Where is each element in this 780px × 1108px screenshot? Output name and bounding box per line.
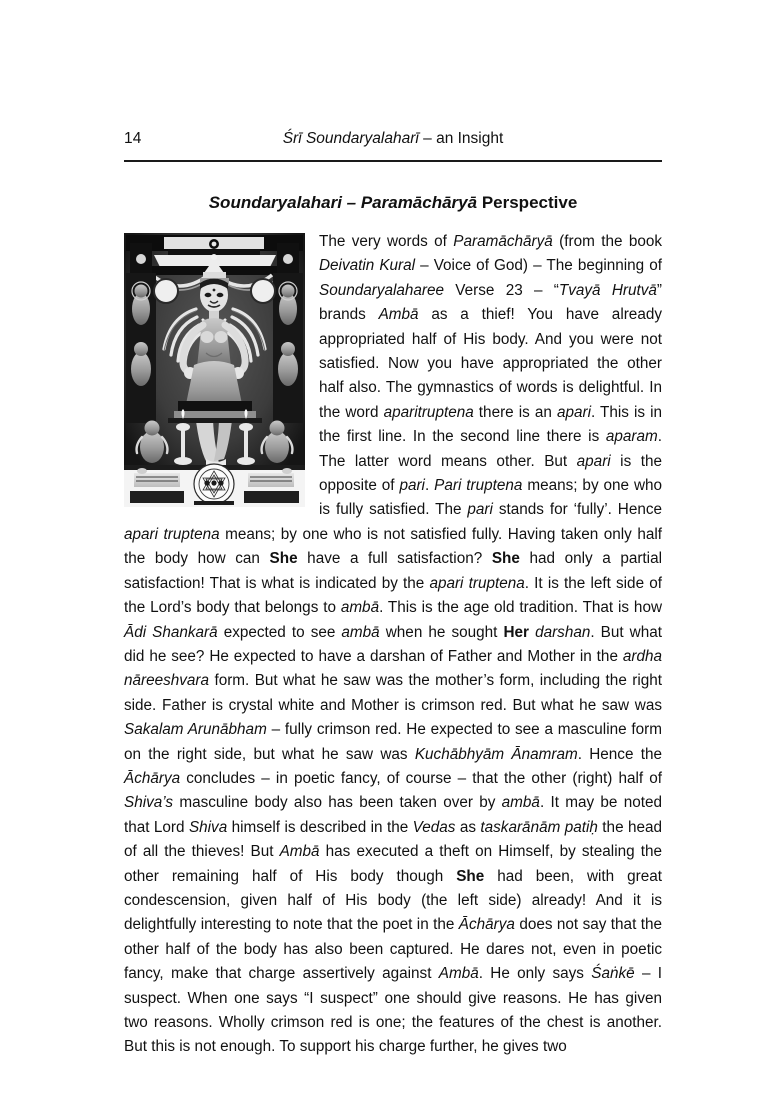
p2-run-12: masculine body also has been taken over by (173, 794, 502, 812)
p1-italic-11: Pari truptena (434, 477, 523, 495)
p1-italic-13: apari truptena (124, 525, 220, 543)
p2-italic-3: Ādi Shankarā (124, 623, 218, 641)
p1-italic-7: apari (556, 403, 591, 421)
p1-run-4: Verse 23 – “ (444, 281, 559, 299)
p2-italic-2: ambā (340, 599, 380, 617)
p2-run-2: . It is the left side of the Lord’s body that belongs to (124, 574, 662, 617)
p1-run-10: is the opposite of (319, 452, 662, 495)
p1-italic-9: apari (576, 452, 611, 470)
running-head-title-italic: Śrī Soundaryalaharī (282, 130, 419, 147)
p2-italic-8: Kuchābhyām Ānamram (414, 745, 578, 763)
section-title (124, 192, 662, 214)
p1-italic-2: Deivatin Kural (319, 257, 416, 275)
p2-run-10: . Hence the (577, 745, 663, 763)
p1-italic-4: Tvayā Hrutvā (558, 281, 657, 299)
section-title-roman: Perspective (477, 193, 578, 212)
page-content (124, 128, 662, 1060)
p1-italic-8: aparam (605, 428, 658, 446)
p2-run-17: has executed a theft on Himself, by stealing the other remaining half of His body though (124, 843, 662, 885)
section-title-italic: Soundaryalahari – Paramāchāryā (208, 193, 478, 212)
p2-run-4: expected to see (217, 623, 342, 641)
p1-run-9: . The latter word means other. But (319, 428, 662, 470)
p2-italic-1: apari truptena (429, 574, 525, 592)
p1-run-13: stands for ‘fully’. Hence (492, 501, 663, 519)
running-header (124, 128, 662, 158)
running-head-title (124, 128, 662, 150)
p2-italic-17: Ambā (438, 965, 479, 983)
p2-italic-13: Vedas (412, 818, 456, 836)
p2-run-1: had only a partial satisfaction! That is what is indicated by the (124, 550, 662, 592)
paragraph-1 (124, 230, 662, 1060)
p2-italic-5: darshan (535, 623, 591, 641)
p1-run-8: . This is in the first line. In the second line there is (319, 403, 663, 446)
p2-run-15: as (455, 818, 481, 836)
p2-italic-11: ambā (501, 794, 540, 812)
p2-run-9: – fully crimson red. He expected to see a masculine form on the right side, but what he saw was (124, 721, 662, 763)
p1-italic-3: Soundaryalaharee (319, 281, 445, 299)
p1-run-14: means; by one who is not satisfied fully. Having taken only half the body how can (124, 525, 662, 568)
p2-run-19: does not say that the other half of the body has also been captured. He dares not, even in poetic fancy, make that charge assertively against (124, 916, 662, 983)
p1-run-12: means; by one who is fully satisfied. The (319, 477, 663, 519)
p2-bold-2: Her (503, 623, 529, 641)
p2-italic-4: ambā (341, 623, 380, 641)
header-divider (124, 160, 662, 162)
p2-italic-10: Shiva’s (124, 794, 174, 812)
figure-devi-illustration (124, 233, 305, 507)
p2-italic-12: Shiva (188, 818, 228, 836)
page-number: 14 (124, 130, 142, 147)
p2-italic-18: Śaṅkē (591, 965, 635, 983)
p1-run-2: (from the book (552, 233, 663, 250)
p2-italic-7: Sakalam Arunābham (124, 721, 267, 739)
p1-italic-5: Ambā (378, 306, 419, 324)
p1-italic-6: aparitruptena (383, 403, 474, 421)
p2-italic-16: Āchārya (458, 916, 515, 934)
p1-bold-1: She (269, 550, 298, 568)
p2-italic-14: taskarānām patiḥ (480, 818, 598, 836)
running-head-title-roman: – an Insight (418, 130, 504, 147)
body-text (124, 230, 662, 1060)
p2-run-13: . It may be noted that Lord (124, 794, 662, 836)
p2-run-11: concludes – in poetic fancy, of course – that the other (right) half of (180, 769, 662, 787)
p2-run-5: when he sought (379, 623, 504, 641)
p2-run-14: himself is described in the (227, 818, 413, 836)
p2-run-18: had been, with great condescension, given half of His body (the left side) already! And it is delightfully interesting to note that the poet in the (124, 867, 663, 934)
p1-run-11: . (424, 477, 435, 495)
p1-italic-12: pari (467, 501, 493, 519)
p2-italic-9: Āchārya (124, 769, 181, 787)
p2-bold-1: She (491, 550, 520, 568)
p1-run-1: The very words of (319, 233, 454, 250)
p2-bold-3: She (456, 867, 485, 885)
p2-run-16: the head of all the thieves! But (124, 818, 663, 861)
p2-run-3: . This is the age old tradition. That is how (379, 599, 662, 617)
devi-illustration-svg (124, 233, 305, 507)
p1-run-6: as a thief! You have already appropriated half of His body. And you were not satisfied. Now you have appropriated the other half also. The gymnastics of words is delightful. In the word (319, 306, 662, 421)
p1-run-5: ” brands (319, 281, 662, 324)
p1-run-3: – Voice of God) – The beginning of (415, 257, 662, 275)
p2-run-7: . But what did he see? He expected to have a darshan of Father and Mother in the (124, 623, 662, 665)
p2-italic-15: Ambā (279, 843, 320, 861)
p2-run-21: – I suspect. When one says “I suspect” one should give reasons. He has given two reasons. Wholly crimson red is one; the features of the chest is another. But this is not enough. To support his charge further, he gives two (124, 965, 662, 1056)
p1-run-7: there is an (473, 403, 557, 421)
p2-italic-6: ardha nāreeshvara (124, 647, 662, 690)
p2-run-8: form. But what he saw was the mother’s form, including the right side. Father is crystal white and Mother is crimson red. But what he saw was (124, 672, 662, 714)
p1-run-15: have a full satisfaction? (297, 550, 492, 568)
p1-italic-1: Paramāchāryā (453, 233, 553, 250)
p2-run-20: . He only says (478, 965, 592, 983)
p1-italic-10: pari (399, 477, 425, 495)
